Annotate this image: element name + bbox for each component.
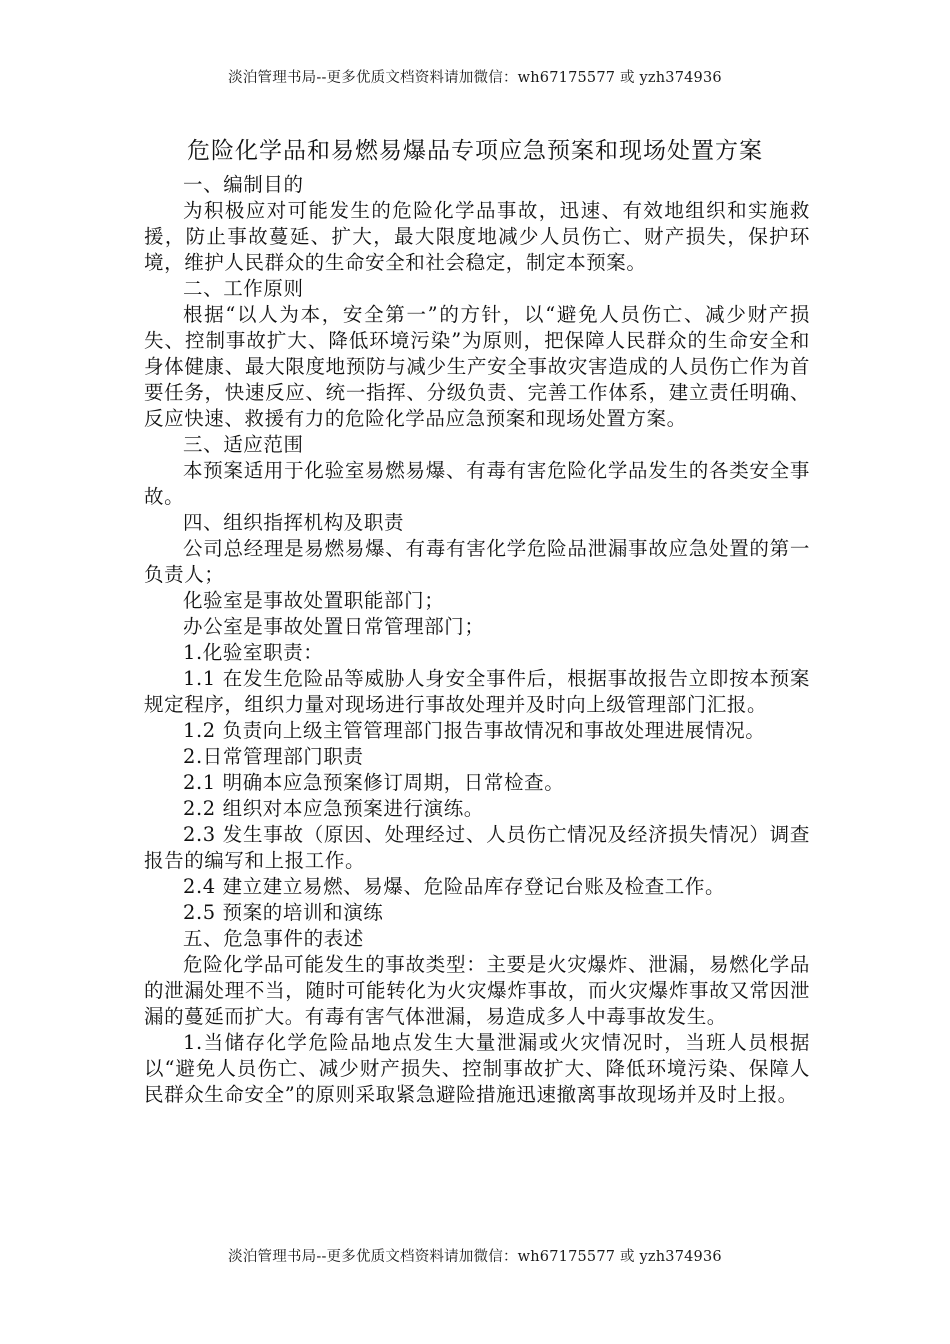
subheading: 2.日常管理部门职责 bbox=[183, 745, 364, 768]
section-heading-events: 五、危急事件的表述 bbox=[183, 927, 364, 950]
paragraph: 1.2 负责向上级主管管理部门报告事故情况和事故处理进展情况。 bbox=[183, 719, 766, 742]
paragraph: 危险化学品可能发生的事故类型：主要是火灾爆炸、泄漏，易燃化学品的泄漏处理不当，随时可能转化为火灾爆炸事故，而火灾爆炸事故又常因泄漏的蔓延而扩大。有毒有害气体泄漏，易造成多人中毒事故发生。 bbox=[144, 953, 810, 1028]
paragraph: 公司总经理是易燃易爆、有毒有害化学危险品泄漏事故应急处置的第一负责人； bbox=[144, 537, 810, 586]
page-footer: 淡泊管理书局--更多优质文档资料请加微信：wh67175577 或 yzh374936 bbox=[228, 1249, 722, 1265]
paragraph: 2.4 建立建立易燃、易爆、危险品库存登记台账及检查工作。 bbox=[183, 875, 726, 898]
section-heading-principles: 二、工作原则 bbox=[183, 277, 304, 300]
page-header: 淡泊管理书局--更多优质文档资料请加微信：wh67175577 或 yzh374936 bbox=[228, 70, 722, 86]
paragraph: 办公室是事故处置日常管理部门； bbox=[183, 615, 485, 638]
paragraph: 本预案适用于化验室易燃易爆、有毒有害危险化学品发生的各类安全事故。 bbox=[144, 459, 810, 508]
paragraph: 2.1 明确本应急预案修订周期，日常检查。 bbox=[183, 771, 565, 794]
paragraph: 1.1 在发生危险品等威胁人身安全事件后，根据事故报告立即按本预案规定程序，组织力量对现场进行事故处理并及时向上级管理部门汇报。 bbox=[144, 667, 810, 716]
paragraph: 2.2 组织对本应急预案进行演练。 bbox=[183, 797, 484, 820]
paragraph: 2.3 发生事故（原因、处理经过、人员伤亡情况及经济损失情况）调查报告的编写和上报工作。 bbox=[144, 823, 810, 872]
document-title: 危险化学品和易燃易爆品专项应急预案和现场处置方案 bbox=[187, 138, 763, 164]
paragraph: 1.当储存化学危险品地点发生大量泄漏或火灾情况时，当班人员根据以“避免人员伤亡、减少财产损失、控制事故扩大、降低环境污染、保障人民群众生命安全”的原则采取紧急避险措施迅速撤离事故现场并及时上报。 bbox=[144, 1031, 810, 1106]
section-heading-organization: 四、组织指挥机构及职责 bbox=[183, 511, 405, 534]
section-heading-purpose: 一、编制目的 bbox=[183, 173, 304, 196]
paragraph: 根据“以人为本，安全第一”的方针，以“避免人员伤亡、减少财产损失、控制事故扩大、降低环境污染”为原则，把保障人民群众的生命安全和身体健康、最大限度地预防与减少生产安全事故灾害造成的人员伤亡作为首要任务，快速反应、统一指挥、分级负责、完善工作体系，建立责任明确、反应快速、救援有力的危险化学品应急预案和现场处置方案。 bbox=[144, 303, 810, 430]
paragraph: 为积极应对可能发生的危险化学品事故，迅速、有效地组织和实施救援，防止事故蔓延、扩大，最大限度地减少人员伤亡、财产损失，保护环境，维护人民群众的生命安全和社会稳定，制定本预案。 bbox=[144, 199, 810, 274]
document-body bbox=[144, 172, 810, 1108]
subheading: 1.化验室职责： bbox=[183, 641, 324, 664]
section-heading-scope: 三、适应范围 bbox=[183, 433, 304, 456]
paragraph: 化验室是事故处置职能部门； bbox=[183, 589, 445, 612]
paragraph: 2.5 预案的培训和演练 bbox=[183, 901, 384, 924]
